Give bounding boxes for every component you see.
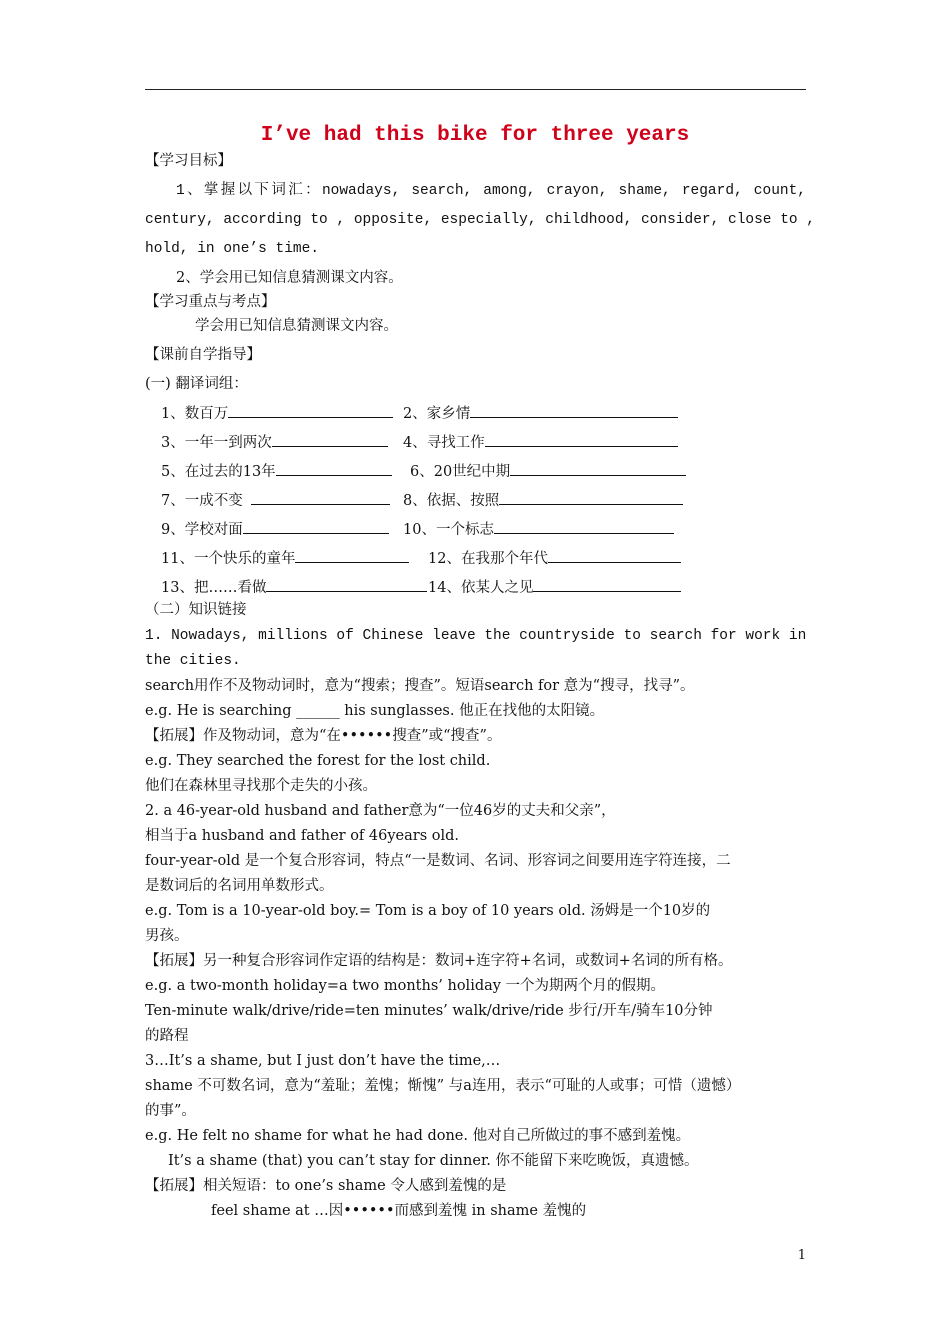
answer-blank[interactable]	[243, 519, 389, 534]
vocab-item-4	[403, 432, 678, 453]
note-2-example-2: e.g. a two-month holiday=a two months’ holiday 一个为期两个月的假期。	[145, 978, 666, 994]
vocab-item-5	[161, 461, 392, 482]
header-rule	[145, 89, 806, 90]
note-3-line-1: 3…It’s a shame, but I just don’t have the time,…	[145, 1053, 501, 1069]
note-3-line-2: shame 不可数名词，意为“羞耻；羞愧；惭愧” 与a连用，表示“可耻的人或事；可惜（遗憾）	[145, 1078, 741, 1094]
note-3-example-2: It’s a shame (that) you can’t stay for dinner. 你不能留下来吃晚饭，真遗憾。	[168, 1153, 699, 1169]
note-2-example: e.g. Tom is a 10-year-old boy.= Tom is a boy of 10 years old. 汤姆是一个10岁的	[145, 903, 711, 919]
translate-subheading: (一) 翻译词组：	[145, 376, 248, 392]
note-1-line-1: 1. Nowadays, millions of Chinese leave the countryside to search for work in	[145, 628, 807, 644]
goal-1-line-1: 1、掌握以下词汇：nowadays, search, among, crayon, shame, regard, count,	[176, 183, 806, 199]
vocab-label: 7、一成不变	[161, 493, 243, 509]
vocab-label: 10、一个标志	[403, 522, 494, 538]
note-2-line-4: 是数词后的名词用单数形式。	[145, 878, 334, 894]
vocab-item-2	[403, 403, 678, 424]
note-3-example-1: e.g. He felt no shame for what he had done. 他对自己所做过的事不感到羞愧。	[145, 1128, 691, 1144]
vocab-label: 4、寻找工作	[403, 435, 485, 451]
goals-heading: 【学习目标】	[145, 153, 232, 169]
goal-1-line-2: century, according to , opposite, especially, childhood, consider, close to ,	[145, 212, 816, 228]
answer-blank[interactable]	[470, 403, 678, 418]
note-2-line-2: 相当于a husband and father of 46years old.	[145, 828, 460, 844]
answer-blank[interactable]	[295, 548, 409, 563]
vocab-label: 13、把……看做	[161, 580, 267, 596]
answer-blank[interactable]	[533, 577, 681, 592]
note-2-line-1: 2. a 46-year-old husband and father意为“一位46岁的丈夫和父亲”，	[145, 803, 616, 819]
vocab-item-9	[161, 519, 389, 540]
page-number: 1	[797, 1248, 806, 1263]
note-3-extension: 【拓展】相关短语：to one’s shame 令人感到羞愧的是	[145, 1178, 507, 1194]
answer-blank[interactable]	[510, 461, 686, 476]
note-1-line-2: the cities.	[145, 653, 241, 669]
vocab-item-11	[161, 548, 409, 569]
vocab-label: 12、在我那个年代	[428, 551, 548, 567]
answer-blank[interactable]	[228, 403, 393, 418]
note-1-line-3: search用作不及物动词时，意为“搜索；搜查”。短语search for 意为“搜寻，找寻”。	[145, 678, 695, 694]
vocab-item-13	[161, 577, 427, 598]
vocab-item-6	[410, 461, 686, 482]
answer-blank[interactable]	[548, 548, 681, 563]
vocab-item-3	[161, 432, 388, 453]
note-1-translation: 他们在森林里寻找那个走失的小孩。	[145, 778, 377, 794]
answer-blank[interactable]	[276, 461, 392, 476]
vocab-label: 11、一个快乐的童年	[161, 551, 296, 567]
note-2-example-3-cont: 的路程	[145, 1028, 189, 1044]
answer-blank[interactable]	[499, 490, 683, 505]
vocab-label: 1、数百万	[161, 406, 229, 422]
goal-2: 2、学会用已知信息猜测课文内容。	[176, 270, 403, 286]
note-2-example-3: Ten-minute walk/drive/ride=ten minutes’ walk/drive/ride 步行/开车/骑车10分钟	[145, 1003, 713, 1019]
answer-blank[interactable]	[485, 432, 678, 447]
knowledge-subheading: （二）知识链接	[145, 602, 247, 618]
note-2-example-cont: 男孩。	[145, 928, 189, 944]
note-1-example-2: e.g. They searched the forest for the lost child.	[145, 753, 491, 769]
vocab-label: 8、依据、按照	[403, 493, 500, 509]
note-2-line-3: four-year-old 是一个复合形容词，特点“一是数词、名词、形容词之间要用连字符连接，二	[145, 853, 731, 869]
goal-1-line-3: hold, in one’s time.	[145, 241, 320, 257]
vocab-label: 5、在过去的13年	[161, 464, 276, 480]
note-3-phrases: feel shame at …因••••••而感到羞愧 in shame 羞愧的	[211, 1203, 587, 1219]
answer-blank[interactable]	[494, 519, 674, 534]
vocab-item-14	[428, 577, 681, 598]
page-title: I’ve had this bike for three years	[260, 124, 690, 147]
vocab-label: 2、家乡情	[403, 406, 471, 422]
note-3-line-3: 的事”。	[145, 1103, 196, 1119]
answer-blank[interactable]	[272, 432, 388, 447]
vocab-item-1	[161, 403, 393, 424]
vocab-label: 6、20世纪中期	[410, 464, 511, 480]
note-1-example: e.g. He is searching ______ his sunglasses. 他正在找他的太阳镜。	[145, 703, 605, 719]
answer-blank[interactable]	[251, 490, 390, 505]
vocab-item-8	[403, 490, 683, 511]
focus-text: 学会用已知信息猜测课文内容。	[195, 318, 398, 334]
vocab-label: 3、一年一到两次	[161, 435, 272, 451]
answer-blank[interactable]	[266, 577, 427, 592]
note-1-extension: 【拓展】作及物动词，意为“在••••••搜查”或“搜查”。	[145, 728, 502, 744]
note-2-extension: 【拓展】另一种复合形容词作定语的结构是：数词+连字符+名词，或数词+名词的所有格。	[145, 953, 733, 969]
vocab-label: 14、依某人之见	[428, 580, 534, 596]
guide-heading: 【课前自学指导】	[145, 347, 261, 363]
vocab-item-10	[403, 519, 674, 540]
vocab-item-12	[428, 548, 681, 569]
focus-heading: 【学习重点与考点】	[145, 294, 276, 310]
vocab-label: 9、学校对面	[161, 522, 243, 538]
vocab-item-7	[161, 490, 390, 511]
